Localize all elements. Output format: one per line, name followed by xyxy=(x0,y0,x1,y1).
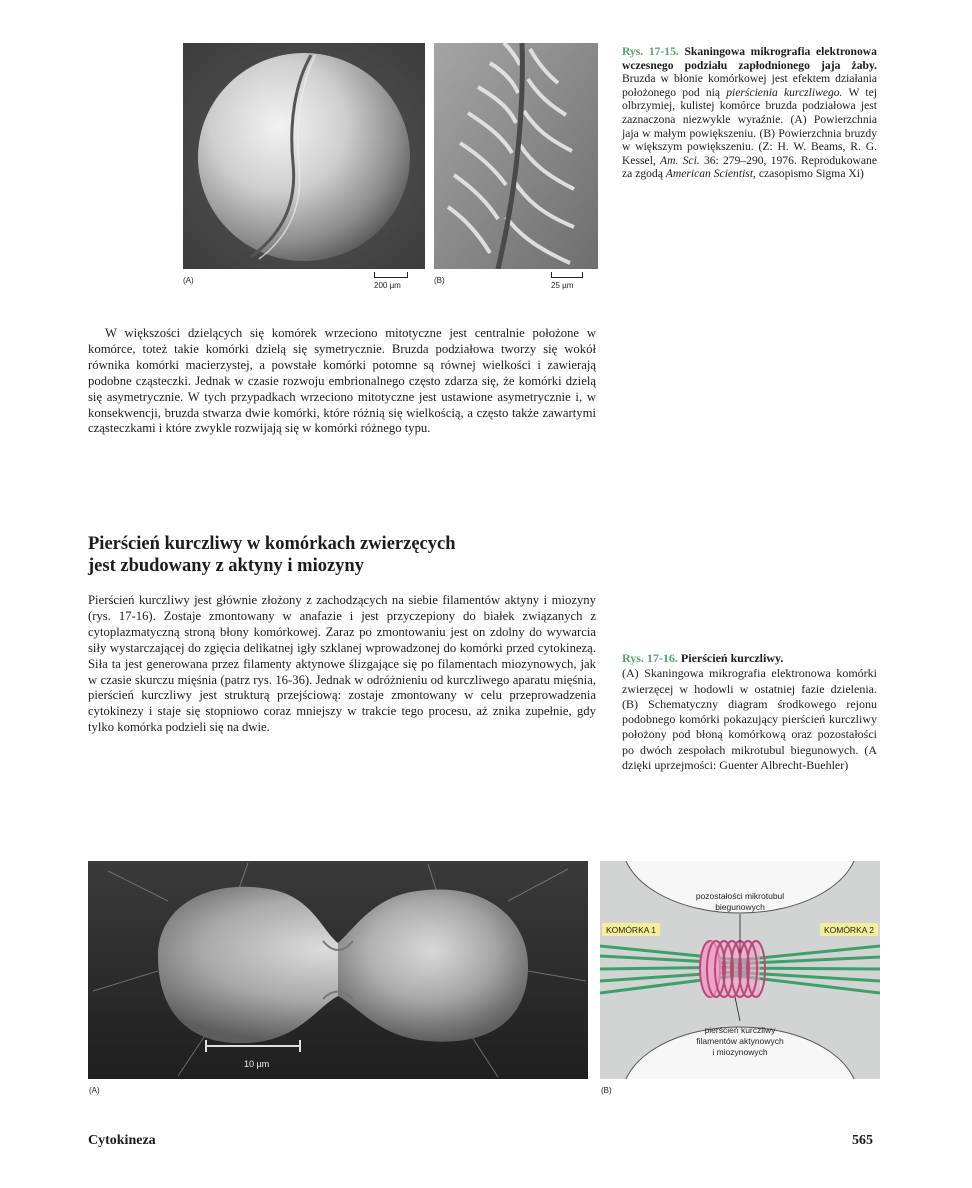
diagram-label-remnants-2: biegunowych xyxy=(715,902,765,912)
furrow-image xyxy=(434,43,598,269)
fig1715-scale-bar-a xyxy=(374,272,408,278)
fig1715-caption-text-2: W tej olbrzymiej, kulistej komórce bruzda podziałowa jest zaznaczona niezwykle wyraźnie. (A) Powierzchnia jaja w małym powiększeniu. (B) Powierzchnia bruzdy w większym powiększeniu. (Z: H. W. Beams, R. G. Kessel, xyxy=(622,85,877,167)
diagram-label-remnants-1: pozostałości mikrotubul xyxy=(695,891,785,901)
diagram-label-cell-2: KOMÓRKA 2 xyxy=(823,925,875,935)
page-number: 565 xyxy=(852,1133,873,1148)
diagram-label-ring-3: i miozynowych xyxy=(712,1047,768,1057)
body-paragraph-2 xyxy=(88,593,596,736)
dividing-cell-micrograph-a xyxy=(88,861,588,1079)
section-heading-line-1: Pierścień kurczliwy w komórkach zwierzęcych xyxy=(88,534,456,554)
diagram-label-cell-1: KOMÓRKA 1 xyxy=(605,925,657,935)
dividing-cell-image xyxy=(88,861,588,1079)
fig1715-caption-text-3: 36: 279–290, 1976. Reprodukowane za zgodą xyxy=(622,153,877,181)
fig1715-caption-title: Skaningowa mikrografia elektronowa wczesnego podziału zapłodnionego jaja żaby. xyxy=(622,45,877,72)
fig1715-caption-italic-2: Am. Sci. xyxy=(660,153,700,167)
fig1716-caption-text: (A) Skaningowa mikrografia elektronowa komórki zwierzęcej w hodowli w ostatniej fazie dzielenia. (B) Schematyczny diagram środkowego rejonu podobnego komórki pokazujący pierścień kurczliwy położony pod błoną komórkową oraz pozostałości po dwóch zespołach mikrotubul biegunowych. (A dzięki uprzejmości: Guenter Albrecht-Buehler) xyxy=(622,666,877,773)
fig1716-caption-head: Rys. 17-16. xyxy=(622,651,678,665)
fig1715-scale-label-a: 200 µm xyxy=(374,281,401,290)
fig1715-scale-label-b: 25 µm xyxy=(551,281,574,290)
fig1715-caption-text-1: Bruzda w błonie komórkowej jest efektem działania położonego pod nią xyxy=(622,72,877,99)
fig1716-caption-title: Pierścień kurczliwy. xyxy=(680,651,784,665)
paragraph-2-text: Pierścień kurczliwy jest głównie złożony z zachodzących na siebie filamentów aktyny i miozyny (rys. 17-16). Zostaje zmontowany w anafazie i jest przyczepiony do białek związanych z cytoplazmatyczną stroną błony komórkowej. Zaraz po zmontowaniu jest on zdolny do wywarcia siły wystarczającej do zgięcia delikatnej igły szklanej wprowadzonej do komórki przed cytokinezą. Siła ta jest generowana przez filamenty aktynowe ślizgające się po filamentach miozynowych, jak w czasie skurczu mięśnia (patrz rys. 16-36). Jednak w odróżnieniu od kurczliwego aparatu mięśnia, pierścień kurczliwy jest strukturą przejściową: zostaje zmontowany w celu przeprowadzenia cytokinezy i staje się stopniowo coraz mniejszy w trakcie tego procesu, aż znika zupełnie, gdy tylko komórka podzieli się na dwie. xyxy=(88,593,596,735)
frog-egg-micrograph-a xyxy=(183,43,425,269)
fig1715-caption-italic-3: American Scientist, xyxy=(665,167,756,181)
fig1715-panel-b-label: (B) xyxy=(434,276,445,285)
paragraph-1-text: W większości dzielących się komórek wrzeciono mitotyczne jest centralnie położone w komórce, toteż takie komórki dzielą się symetrycznie. Bruzda podziałowa tworzy się wokół równika komórki macierzystej, a powstałe komórki potomne są równej wielkości i zawierają podobne cząsteczki. Jednak w czasie rozwoju embrionalnego często zdarza się, że komórki dzielą się asymetrycznie. W tych przypadkach wrzeciono mitotyczne jest ustawione asymetrycznie i, w konsekwencji, bruzda stwarza dwie komórki, które różnią się wielkością, a często także zawartymi cząsteczkami i które zwykle rozwijają się w komórki różnego typu. xyxy=(88,326,596,436)
fig1715-panel-a-label: (A) xyxy=(183,276,194,285)
contractile-ring-diagram xyxy=(600,861,880,1079)
fig1716-caption xyxy=(622,651,877,773)
section-heading xyxy=(88,533,608,577)
fig1715-caption-italic-1: pierścienia kurczliwego. xyxy=(726,85,843,99)
diagram-label-ring-2: filamentów aktynowych xyxy=(696,1036,784,1046)
frog-egg-image xyxy=(183,43,425,269)
fig1716-scale-label-a: 10 µm xyxy=(244,1059,270,1069)
fig1716-panel-a-label: (A) xyxy=(89,1086,100,1095)
diagram-label-ring-1: pierścień kurczliwy xyxy=(704,1025,776,1035)
fig1715-caption xyxy=(622,45,877,181)
section-heading-line-2: jest zbudowany z aktyny i miozyny xyxy=(88,556,364,576)
fig1716-panel-b-label: (B) xyxy=(601,1086,612,1095)
furrow-micrograph-b xyxy=(434,43,598,269)
fig1715-scale-bar-b xyxy=(551,272,583,278)
footer-section-title: Cytokineza xyxy=(88,1133,156,1148)
contractile-ring-diagram-b xyxy=(600,861,880,1079)
fig1715-caption-head: Rys. 17-15. xyxy=(622,45,679,58)
fig1715-caption-text-4: czasopismo Sigma Xi) xyxy=(758,167,864,181)
body-paragraph-1 xyxy=(88,326,596,437)
contractile-ring xyxy=(700,941,765,997)
